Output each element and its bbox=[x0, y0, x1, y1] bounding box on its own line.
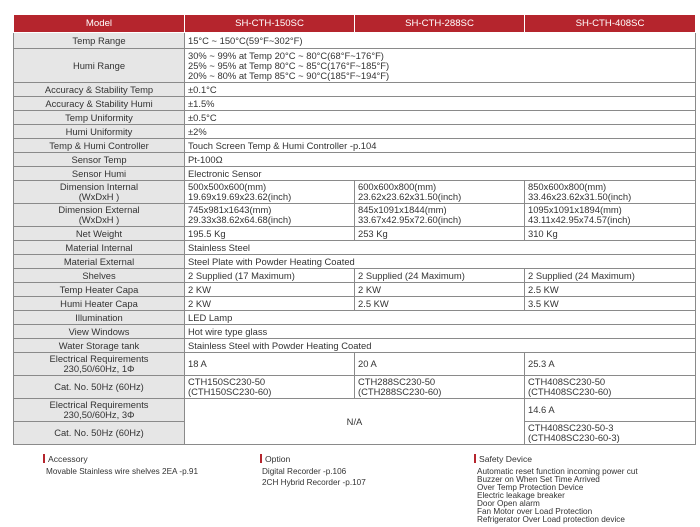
label-humi-heater: Humi Heater Capa bbox=[14, 297, 185, 311]
humi-range-line: 20% ~ 80% at Temp 85°C ~ 90°C(185°F~194°F) bbox=[188, 69, 390, 81]
label-line: Dimension External bbox=[58, 204, 140, 215]
label-controller: Temp & Humi Controller bbox=[14, 139, 185, 153]
cat-line: (CTH408SC230-60-3) bbox=[528, 432, 620, 443]
temp-heater-408: 2.5 KW bbox=[525, 283, 696, 297]
option-item: 2CH Hybrid Recorder -p.107 bbox=[262, 478, 366, 487]
net-weight-288: 253 Kg bbox=[355, 227, 525, 241]
value-humi-uniformity: ±2% bbox=[185, 125, 696, 139]
dim-ext-150 bbox=[185, 204, 355, 227]
cat-line: CTH408SC230-50 bbox=[528, 376, 606, 387]
label-humi-uniformity: Humi Uniformity bbox=[14, 125, 185, 139]
row-electrical-3ph bbox=[14, 399, 696, 422]
cat-line: CTH408SC230-50-3 bbox=[528, 422, 614, 433]
row-acc-temp bbox=[14, 83, 696, 97]
cat-line: CTH288SC230-50 bbox=[358, 376, 436, 387]
value-material-internal: Stainless Steel bbox=[185, 241, 696, 255]
cat-line: (CTH408SC230-60) bbox=[528, 386, 612, 397]
humi-range-line: 25% ~ 95% at Temp 80°C ~ 85°C(176°F~185°F) bbox=[188, 59, 390, 71]
value-controller: Touch Screen Temp & Humi Controller -p.104 bbox=[185, 139, 696, 153]
spec-table bbox=[13, 14, 696, 445]
cat-line: (CTH288SC230-60) bbox=[358, 386, 442, 397]
row-view-windows bbox=[14, 325, 696, 339]
humi-heater-408: 3.5 KW bbox=[525, 297, 696, 311]
temp-heater-150: 2 KW bbox=[185, 283, 355, 297]
safety-title: Safety Device bbox=[479, 454, 533, 464]
safety-item: Refrigerator Over Load protection device bbox=[477, 515, 625, 524]
cat-line: (CTH150SC230-60) bbox=[188, 386, 272, 397]
value-temp-range: 15°C ~ 150°C(59°F~302°F) bbox=[185, 33, 696, 49]
dim-mm: 850x600x800(mm) bbox=[528, 181, 607, 192]
label-dimension-external bbox=[14, 204, 185, 227]
humi-heater-288: 2.5 KW bbox=[355, 297, 525, 311]
model-408-header: SH-CTH-408SC bbox=[525, 15, 696, 33]
dim-int-150 bbox=[185, 181, 355, 204]
na-cell: N/A bbox=[185, 399, 525, 445]
label-material-internal: Material Internal bbox=[14, 241, 185, 255]
dim-mm: 745x981x1643(mm) bbox=[188, 204, 272, 215]
row-material-external bbox=[14, 255, 696, 269]
label-water-tank: Water Storage tank bbox=[14, 339, 185, 353]
row-electrical-1ph bbox=[14, 353, 696, 376]
dim-inch: 29.33x38.62x64.68(inch) bbox=[188, 214, 292, 225]
row-water-tank bbox=[14, 339, 696, 353]
dim-int-408 bbox=[525, 181, 696, 204]
accessory-item: Movable Stainless wire shelves 2EA -p.91 bbox=[46, 467, 198, 476]
model-150-header: SH-CTH-150SC bbox=[185, 15, 355, 33]
dim-inch: 33.46x23.62x31.50(inch) bbox=[528, 191, 632, 202]
value-material-external: Steel Plate with Powder Heating Coated bbox=[185, 255, 696, 269]
option-title: Option bbox=[265, 454, 291, 464]
safety-item: Door Open alarm bbox=[477, 499, 540, 508]
value-water-tank: Stainless Steel with Powder Heating Coated bbox=[185, 339, 696, 353]
cat-1ph-408 bbox=[525, 376, 696, 399]
accessory-title: Accessory bbox=[48, 454, 88, 464]
value-acc-humi: ±1.5% bbox=[185, 97, 696, 111]
safety-item: Electric leakage breaker bbox=[477, 491, 565, 500]
label-line: 230,50/60Hz, 1Φ bbox=[63, 363, 135, 374]
dim-inch: 23.62x23.62x31.50(inch) bbox=[358, 191, 462, 202]
label-acc-temp: Accuracy & Stability Temp bbox=[14, 83, 185, 97]
shelves-288: 2 Supplied (24 Maximum) bbox=[355, 269, 525, 283]
accent-bar bbox=[260, 454, 262, 463]
label-line: 230,50/60Hz, 3Φ bbox=[63, 409, 135, 420]
label-cat-1ph: Cat. No. 50Hz (60Hz) bbox=[14, 376, 185, 399]
label-view-windows: View Windows bbox=[14, 325, 185, 339]
row-controller bbox=[14, 139, 696, 153]
label-sensor-temp: Sensor Temp bbox=[14, 153, 185, 167]
model-288-header: SH-CTH-288SC bbox=[355, 15, 525, 33]
cat-3ph-408 bbox=[525, 422, 696, 445]
row-cat-1ph bbox=[14, 376, 696, 399]
row-temp-heater bbox=[14, 283, 696, 297]
dim-inch: 19.69x19.69x23.62(inch) bbox=[188, 191, 292, 202]
label-temp-range: Temp Range bbox=[14, 33, 185, 49]
row-dimension-external bbox=[14, 204, 696, 227]
temp-heater-288: 2 KW bbox=[355, 283, 525, 297]
label-temp-uniformity: Temp Uniformity bbox=[14, 111, 185, 125]
dim-ext-408 bbox=[525, 204, 696, 227]
label-line: Dimension Internal bbox=[59, 181, 139, 192]
accent-bar bbox=[474, 454, 476, 463]
dim-inch: 33.67x42.95x72.60(inch) bbox=[358, 214, 462, 225]
net-weight-408: 310 Kg bbox=[525, 227, 696, 241]
value-humi-range bbox=[185, 49, 696, 83]
label-net-weight: Net Weight bbox=[14, 227, 185, 241]
value-illumination: LED Lamp bbox=[185, 311, 696, 325]
row-acc-humi bbox=[14, 97, 696, 111]
label-line: (WxDxH ) bbox=[78, 214, 120, 225]
row-sensor-humi bbox=[14, 167, 696, 181]
shelves-150: 2 Supplied (17 Maximum) bbox=[185, 269, 355, 283]
label-acc-humi: Accuracy & Stability Humi bbox=[14, 97, 185, 111]
label-shelves: Shelves bbox=[14, 269, 185, 283]
cat-1ph-288 bbox=[355, 376, 525, 399]
label-electrical-3ph bbox=[14, 399, 185, 422]
value-sensor-humi: Electronic Sensor bbox=[185, 167, 696, 181]
header-row bbox=[14, 15, 696, 33]
dim-mm: 600x600x800(mm) bbox=[358, 181, 437, 192]
elec-1ph-150: 18 A bbox=[185, 353, 355, 376]
humi-heater-150: 2 KW bbox=[185, 297, 355, 311]
option-heading bbox=[260, 454, 290, 464]
label-line: Electrical Requirements bbox=[49, 399, 149, 410]
humi-range-line: 30% ~ 99% at Temp 20°C ~ 80°C(68°F~176°F) bbox=[188, 49, 384, 61]
dim-mm: 845x1091x1844(mm) bbox=[358, 204, 447, 215]
dim-mm: 500x500x600(mm) bbox=[188, 181, 267, 192]
cat-line: CTH150SC230-50 bbox=[188, 376, 266, 387]
value-sensor-temp: Pt-100Ω bbox=[185, 153, 696, 167]
dim-ext-288 bbox=[355, 204, 525, 227]
accessory-heading bbox=[43, 454, 88, 464]
row-material-internal bbox=[14, 241, 696, 255]
value-view-windows: Hot wire type glass bbox=[185, 325, 696, 339]
row-shelves bbox=[14, 269, 696, 283]
value-acc-temp: ±0.1°C bbox=[185, 83, 696, 97]
label-electrical-1ph bbox=[14, 353, 185, 376]
dim-int-288 bbox=[355, 181, 525, 204]
safety-item: Fan Motor over Load Protection bbox=[477, 507, 593, 516]
label-humi-range: Humi Range bbox=[14, 49, 185, 83]
label-line: (WxDxH ) bbox=[78, 191, 120, 202]
label-illumination: Illumination bbox=[14, 311, 185, 325]
elec-1ph-408: 25.3 A bbox=[525, 353, 696, 376]
safety-item: Automatic reset function incoming power cut bbox=[477, 467, 638, 476]
shelves-408: 2 Supplied (24 Maximum) bbox=[525, 269, 696, 283]
row-humi-uniformity bbox=[14, 125, 696, 139]
row-temp-range bbox=[14, 33, 696, 49]
row-humi-range bbox=[14, 49, 696, 83]
label-line: Electrical Requirements bbox=[49, 353, 149, 364]
label-sensor-humi: Sensor Humi bbox=[14, 167, 185, 181]
safety-heading bbox=[474, 454, 532, 464]
label-dimension-internal bbox=[14, 181, 185, 204]
row-temp-uniformity bbox=[14, 111, 696, 125]
net-weight-150: 195.5 Kg bbox=[185, 227, 355, 241]
cat-1ph-150 bbox=[185, 376, 355, 399]
label-temp-heater: Temp Heater Capa bbox=[14, 283, 185, 297]
safety-item: Buzzer on When Set Time Arrived bbox=[477, 475, 600, 484]
dim-mm: 1095x1091x1894(mm) bbox=[528, 204, 622, 215]
accent-bar bbox=[43, 454, 45, 463]
label-cat-3ph: Cat. No. 50Hz (60Hz) bbox=[14, 422, 185, 445]
elec-1ph-288: 20 A bbox=[355, 353, 525, 376]
model-header: Model bbox=[14, 15, 185, 33]
option-item: Digital Recorder -p.106 bbox=[262, 467, 347, 476]
row-sensor-temp bbox=[14, 153, 696, 167]
row-humi-heater bbox=[14, 297, 696, 311]
row-illumination bbox=[14, 311, 696, 325]
safety-item: Over Temp Protection Device bbox=[477, 483, 584, 492]
row-dimension-internal bbox=[14, 181, 696, 204]
dim-inch: 43.11x42.95x74.57(inch) bbox=[528, 214, 631, 225]
row-net-weight bbox=[14, 227, 696, 241]
elec-3ph-408: 14.6 A bbox=[525, 399, 696, 422]
value-temp-uniformity: ±0.5°C bbox=[185, 111, 696, 125]
label-material-external: Material External bbox=[14, 255, 185, 269]
